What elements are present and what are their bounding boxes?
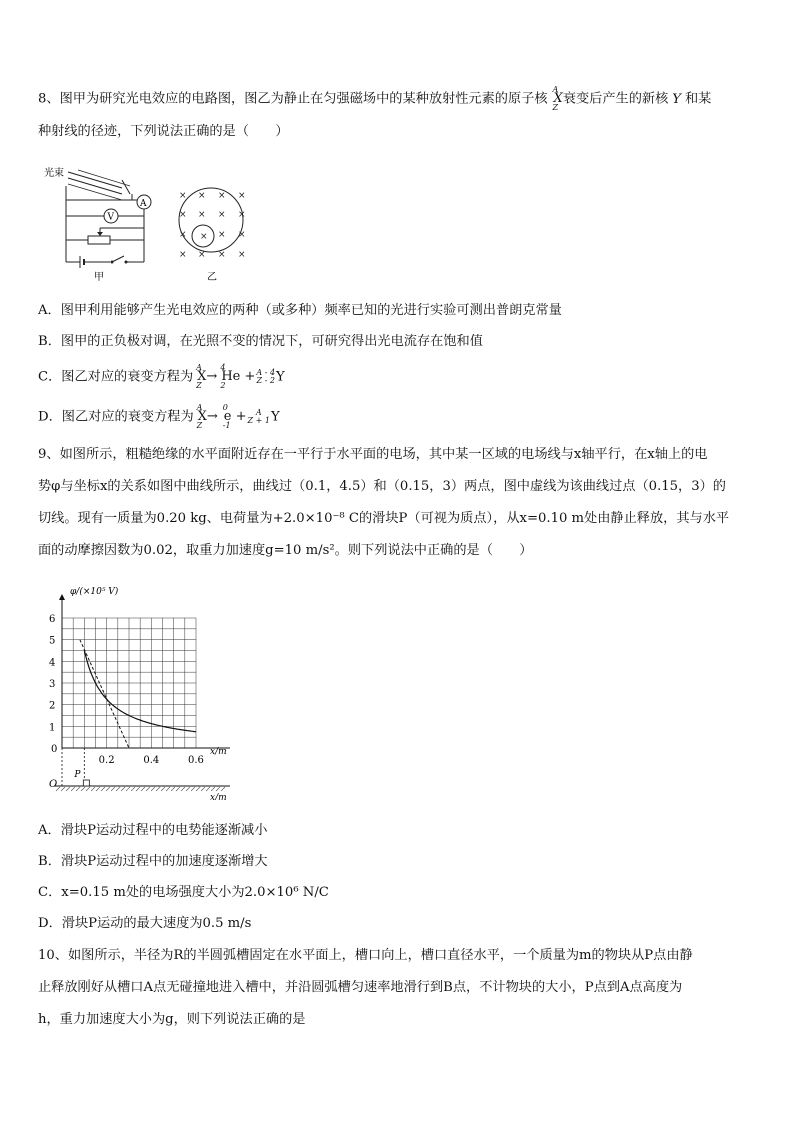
svg-text:×: × [198,191,206,201]
ground-hatch [146,787,150,791]
ground-hatch [71,787,75,791]
ground-hatch [161,787,165,791]
ground-hatch [91,787,95,791]
q9-stem-line3: 切线。现有一质量为0.20 kg、电荷量为+2.0×10⁻⁸ C的滑块P（可视为质点），从x=0.10 m处由静止释放，其与水平 [38,511,730,526]
ground-hatch [101,787,105,791]
ground-hatch [76,787,80,791]
x-tick-label: 0.6 [188,755,204,766]
q9-stem-line2: 势φ与坐标x的关系如图中曲线所示，曲线过（0.1，4.5）和（0.15，3）两点，图中虚线为该曲线过点（0.15，3）的 [38,479,726,494]
q8-stem-line1 [38,85,758,112]
ground-hatch [196,787,200,791]
q10-stem-line3: h，重力加速度大小为g，则下列说法正确的是 [38,1012,306,1027]
x-tick-label: 0.2 [98,755,115,766]
magnetic-field-figure-yi [176,186,246,282]
svg-text:×: × [238,230,246,240]
light-beam-label: 光束 [44,168,64,179]
ground-hatch [61,787,65,791]
circuit-figure-jia [44,164,156,282]
origin-label: 0 [51,744,58,755]
q10-stem-line2: 止释放刚好从槽口A点无碰撞地进入槽中，并沿圆弧槽匀速率地滑行到B点，不计物块的大小，P点到A点高度为 [38,980,683,995]
y-tick-label: 6 [49,614,56,625]
svg-text:×: × [218,230,226,240]
q8-stem-text-a: 8、图甲为研究光电效应的电路图，图乙为静止在匀强磁场中的某种放射性元素的原子核 [38,91,548,107]
ground-hatch [96,787,100,791]
y-axis-label: φ/(×10⁵ V) [70,587,119,597]
svg-text:×: × [198,210,206,220]
ground-hatch [86,787,90,791]
svg-text:×: × [179,191,187,201]
ground-hatch [181,787,185,791]
voltmeter-label: V [107,212,114,223]
y-tick-label: 3 [49,679,56,690]
q9-option-d: D．滑块P运动的最大速度为0.5 m/s [38,916,252,931]
q8-option-c: C．图乙对应的衰变方程为 A Z X→ 4 2 He + A - 4 Z - 2 Y [38,363,285,390]
field-x-marks [179,191,246,260]
svg-text:×: × [179,230,187,240]
nucleus-Y: Y [672,91,681,107]
ground-hatch [201,787,205,791]
ground-hatch [211,787,215,791]
q8-stem-text-c: 和某 [685,91,712,107]
ground-hatch [186,787,190,791]
ground-hatch [136,787,140,791]
ground-hatch [171,787,175,791]
slider-block-P [83,780,89,786]
ground-hatch [216,787,220,791]
q8-option-a: A．图甲利用能够产生光电效应的两种（或多种）频率已知的光进行实验可测出普朗克常量 [38,303,562,318]
svg-text:×: × [198,250,206,260]
ground-hatch [156,787,160,791]
q9-stem-line4: 面的动摩擦因数为0.02，取重力加速度g=10 m/s²。则下列说法中正确的是（ ） [38,543,533,558]
ground-hatch [81,787,85,791]
svg-text:×: × [200,232,208,242]
q10-stem-line1: 10、如图所示，半径为R的半圆弧槽固定在水平面上，槽口向上，槽口直径水平，一个质量为m的物块从P点由静 [38,948,693,963]
x-tick-label: 0.4 [143,755,160,766]
ground-hatch [141,787,145,791]
y-tick-label: 5 [49,635,56,647]
q8-stem-text-b: 衰变后产生的新核 [562,91,669,107]
x-axis-label: x/m [210,747,227,757]
ground-hatch [206,787,210,791]
y-tick-label: 4 [49,657,56,669]
q9-option-a: A．滑块P运动过程中的电势能逐渐减小 [38,823,268,838]
figure-yi-caption: 乙 [207,272,217,282]
ground-hatch [126,787,130,791]
y-tick-label: 1 [49,722,56,734]
y-axis-arrow [59,594,65,600]
ground-hatch [176,787,180,791]
ground-hatch [116,787,120,791]
ground-hatch [166,787,170,791]
svg-text:×: × [218,210,226,220]
ground-hatch [131,787,135,791]
rheostat [88,236,110,244]
svg-text:×: × [238,250,246,260]
svg-text:×: × [218,250,226,260]
figure-jia-caption: 甲 [94,272,104,282]
ammeter-label: A [140,199,147,209]
svg-text:×: × [218,191,226,201]
q9-option-c: C．x=0.15 m处的电场强度大小为2.0×10⁶ N/C [38,885,329,900]
q8-option-b: B．图甲的正负极对调，在光照不变的情况下，可研究得出光电流存在饱和值 [38,334,483,349]
y-tick-label: 2 [49,700,56,712]
origin-O-label: O [49,779,58,790]
block-P-label: P [74,770,81,780]
large-track [179,188,243,252]
ground-hatch [221,787,225,791]
ground-hatch [191,787,195,791]
svg-text:×: × [179,210,187,220]
x-axis-label-2: x/m [210,793,227,800]
q9-stem-line1: 9、如图所示，粗糙绝缘的水平面附近存在一平行于水平面的电场，其中某一区域的电场线与x轴平行，在x轴上的电 [38,447,708,462]
q8-stem-line2: 种射线的径迹，下列说法正确的是（ ） [38,124,289,139]
ground-hatch [106,787,110,791]
q9-option-b: B．滑块P运动过程中的加速度逐渐增大 [38,854,268,869]
potential-chart [40,580,250,800]
q8-option-d: D．图乙对应的衰变方程为 A Z X→ 0 -1 e + A Z + 1 Y [38,403,280,430]
ground-hatch [121,787,125,791]
ground-hatch [151,787,155,791]
nucleus-X: A Z X [552,85,563,112]
svg-text:×: × [238,210,246,220]
svg-text:×: × [179,250,187,260]
ground-hatch [66,787,70,791]
svg-text:×: × [238,191,246,201]
ground-hatch [111,787,115,791]
